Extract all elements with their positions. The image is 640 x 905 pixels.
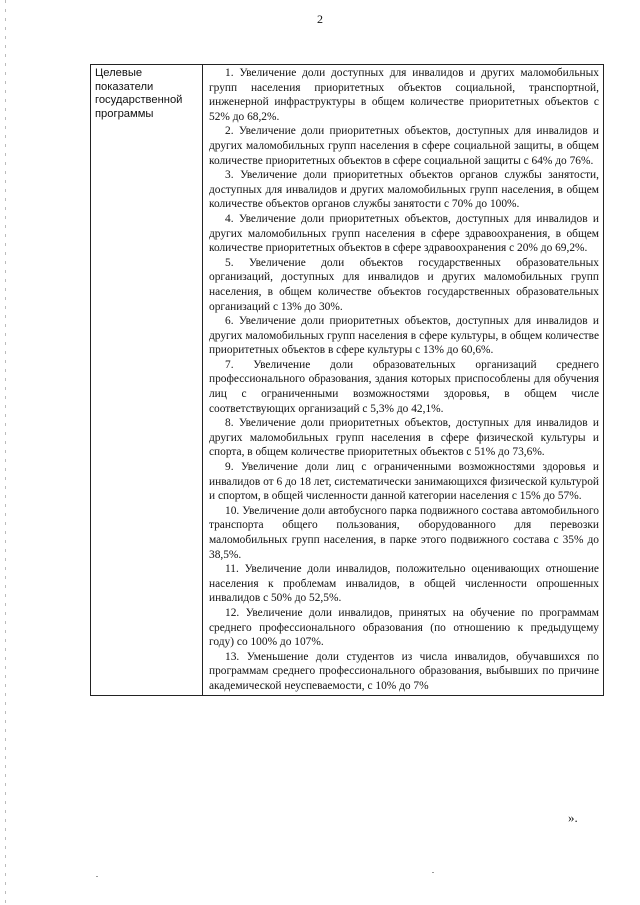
indicator-item: 8. Увеличение доли приоритетных объектов, доступных для инвалидов и других маломобильных групп населения в сфере физической культуры и спорта, в общем количестве приоритетных объектов с 51% до 73,6%.: [209, 417, 599, 459]
closing-quote-mark: ».: [568, 810, 578, 825]
indicator-item: 4. Увеличение доли приоритетных объектов, доступных для инвалидов и других маломобильных групп населения в сфере здравоохранения, в общем количестве приоритетных объектов в сфере здравоохранения с 20% до 69,2%.: [209, 212, 599, 255]
indicator-item: 10. Увеличение доли автобусного парка подвижного состава автомобильного транспорта общего пользования, оборудованного для перевозки маломобильных групп населения, в парке этого подвижного состава с 35% до 38,5%.: [209, 504, 599, 561]
indicator-item: 6. Увеличение доли приоритетных объектов, доступных для инвалидов и других маломобильных групп населения в сфере культуры, в общем количестве приоритетных объектов в сфере культуры с 13% до 60,6%.: [209, 315, 599, 357]
indicator-item: 12. Увеличение доли инвалидов, принятых на обучение по программам среднего профессионального образования (по отношению к предыдущему году) со 100% до 107%.: [209, 606, 599, 649]
table-left-label: Целевые показатели государственной программы: [91, 65, 203, 695]
indicators-cell: [203, 65, 603, 695]
program-table: [90, 64, 604, 696]
scan-edge-artifact: [5, 0, 6, 905]
indicator-item: 1. Увеличение доли доступных для инвалидов и других маломобильных групп населения приоритетных объектов социальной, транспортной, инженерной инфраструктуры в общем количестве приоритетных объектов с 52% до 68,2%.: [209, 67, 599, 123]
scan-dot-artifact: [432, 872, 434, 873]
indicator-item: 13. Уменьшение доли студентов из числа инвалидов, обучавшихся по программам среднего профессионального образования, выбывших по причине академической неуспеваемости, с 10% до 7%: [209, 650, 599, 692]
indicator-item: 2. Увеличение доли приоритетных объектов, доступных для инвалидов и других маломобильных групп населения в сфере социальной защиты, в общем количестве приоритетных объектов в сфере социальной защиты с 64% до 76%.: [209, 125, 599, 167]
indicator-item: 7. Увеличение доли образовательных организаций среднего профессионального образования, здания которых приспособлены для обучения лиц с ограниченными возможностями здоровья, в общем числе соответствующих организаций с 5,3% до 42,1%.: [209, 358, 599, 415]
indicator-item: 3. Увеличение доли приоритетных объектов органов службы занятости, доступных для инвалидов и других маломобильных групп населения, в общем количестве объектов органов службы занятости с 70% до 100%.: [209, 169, 599, 211]
indicator-item: 5. Увеличение доли объектов государственных образовательных организаций, доступных для инвалидов и других маломобильных групп населения, в общем количестве объектов государственных образовательных организаций с 13% до 30%.: [209, 256, 599, 313]
page-number: 2: [317, 12, 323, 26]
indicator-item: 9. Увеличение доли лиц с ограниченными возможностями здоровья и инвалидов от 6 до 18 лет, систематически занимающихся физической культурой и спортом, в общей численности данной категории населения с 15% до 57%.: [209, 461, 599, 503]
scan-dot-artifact: [96, 876, 98, 877]
indicator-item: 11. Увеличение доли инвалидов, положительно оценивающих отношение населения к проблемам инвалидов, в общей численности опрошенных инвалидов с 50% до 52,5%.: [209, 563, 599, 605]
